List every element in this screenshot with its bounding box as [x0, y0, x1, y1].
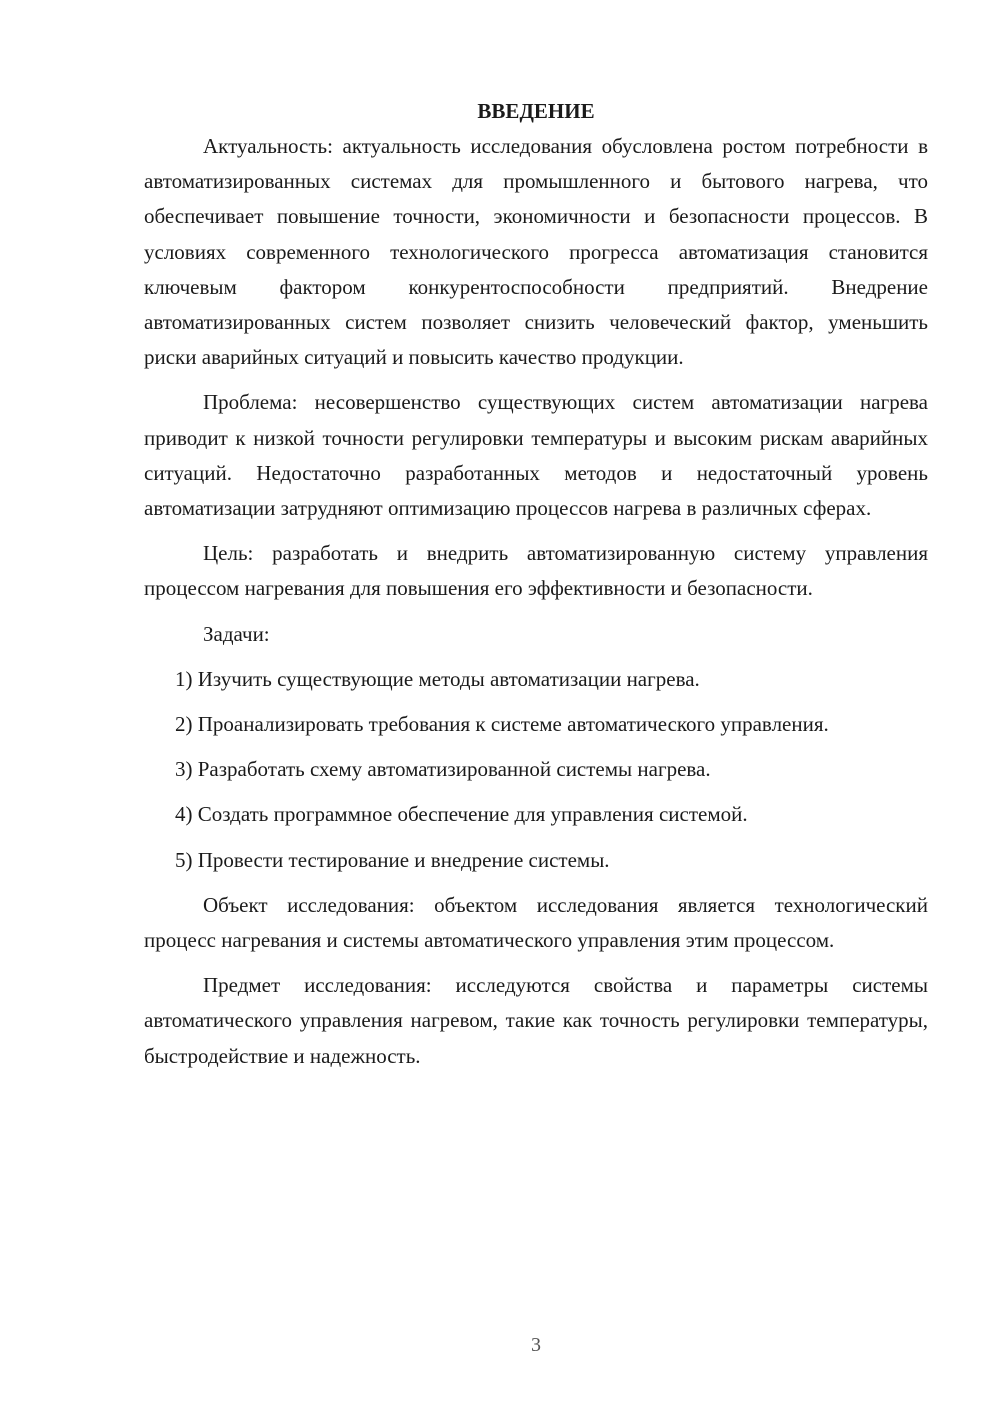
document-page [144, 96, 928, 1074]
goal-paragraph: Цель: разработать и внедрить автоматизированную систему управления процессом нагревания для повышения его эффективности и безопасности. [144, 541, 928, 601]
task-item-5: 5) Провести тестирование и внедрение системы. [175, 847, 610, 872]
relevance-paragraph: Актуальность: актуальность исследования обусловлена ростом потребности в автоматизированных системах для промышленного и бытового нагрева, что обеспечивает повышение точности, экономичности и безопасности процессов. В условиях современного технологического прогресса автоматизация становится ключевым фактором конкурентоспособности предприятий. Внедрение автоматизированных систем позволяет снизить человеческий фактор, уменьшить риски аварийных ситуаций и повысить качество продукции. [144, 134, 928, 370]
task-item-2: 2) Проанализировать требования к системе автоматического управления. [175, 712, 829, 737]
task-item-3: 3) Разработать схему автоматизированной системы нагрева. [175, 757, 711, 782]
problem-paragraph: Проблема: несовершенство существующих систем автоматизации нагрева приводит к низкой точности регулировки температуры и высоким рискам аварийных ситуаций. Недостаточно разработанных методов и недостаточный уровень автоматизации затрудняют оптимизацию процессов нагрева в различных сферах. [144, 390, 928, 521]
subject-paragraph: Предмет исследования: исследуются свойства и параметры системы автоматического управления нагревом, такие как точность регулировки температуры, быстродействие и надежность. [144, 973, 928, 1068]
section-title: ВВЕДЕНИЕ [477, 99, 595, 123]
page-number: 3 [531, 1334, 541, 1356]
task-item-1: 1) Изучить существующие методы автоматизации нагрева. [175, 666, 700, 691]
object-paragraph: Объект исследования: объектом исследования является технологический процесс нагревания и системы автоматического управления этим процессом. [144, 892, 928, 953]
task-item-4: 4) Создать программное обеспечение для управления системой. [175, 802, 748, 827]
tasks-heading: Задачи: [203, 621, 270, 646]
